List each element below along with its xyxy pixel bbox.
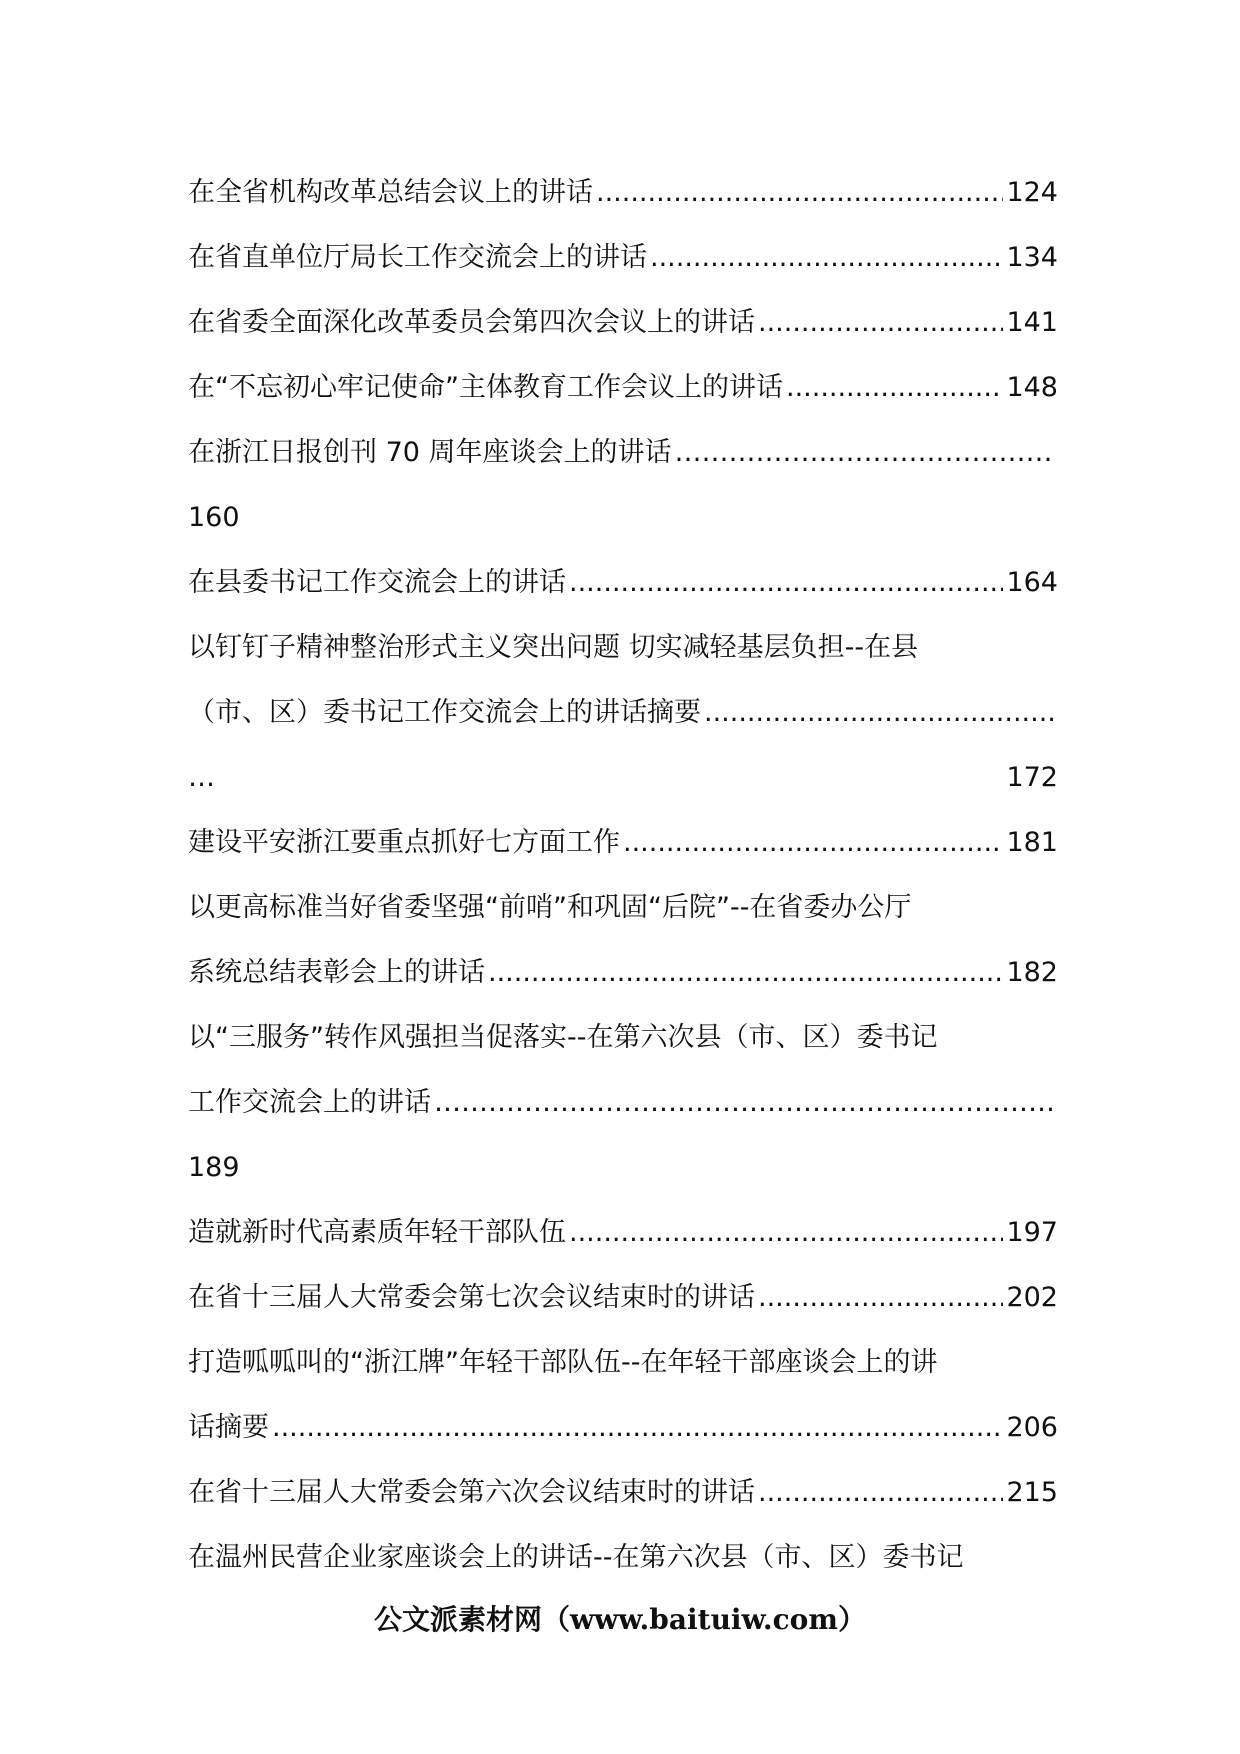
dot-leader (488, 940, 1003, 1005)
toc-entry-title-line1: 在温州民营企业家座谈会上的讲话--在第六次县（市、区）委书记 (188, 1542, 964, 1573)
toc-entry-page-line (188, 485, 1058, 550)
toc-entry-title: 在省十三届人大常委会第六次会议结束时的讲话 (188, 1477, 755, 1508)
toc-entry-page: 202 (1006, 1282, 1058, 1313)
toc-entry-page: 164 (1006, 567, 1058, 598)
toc-entry-title-line1: 以钉钉子精神整治形式主义突出问题 切实减轻基层负担--在县 (188, 632, 919, 663)
dot-leader (786, 355, 1003, 420)
toc-entry[interactable] (188, 1005, 1058, 1070)
dot-leader (704, 680, 1055, 745)
toc-entry-trail: … (188, 762, 215, 793)
dot-leader (758, 290, 1003, 355)
toc-entry-page: 160 (188, 502, 240, 533)
toc-entry-continued[interactable] (188, 1070, 1058, 1135)
toc-entry-title: 在县委书记工作交流会上的讲话 (188, 567, 566, 598)
dot-leader (758, 1265, 1003, 1330)
toc-entry-title-line2: 话摘要 (188, 1412, 269, 1443)
toc-entry-continued[interactable] (188, 1395, 1058, 1460)
toc-entry-page: 182 (1006, 957, 1058, 988)
dot-leader (434, 1070, 1055, 1135)
toc-entry-page: 189 (188, 1152, 240, 1183)
toc-entry-title-line2: （市、区）委书记工作交流会上的讲话摘要 (188, 697, 701, 728)
dot-leader (569, 550, 1003, 615)
toc-entry-title-line2: 系统总结表彰会上的讲话 (188, 957, 485, 988)
toc-entry[interactable] (188, 355, 1058, 420)
toc-entry[interactable] (188, 550, 1058, 615)
toc-entry-title: 在“不忘初心牢记使命”主体教育工作会议上的讲话 (188, 372, 783, 403)
toc-entry-page: 141 (1006, 307, 1058, 338)
toc-entry[interactable] (188, 615, 1058, 680)
toc-entry-title: 在省直单位厅局长工作交流会上的讲话 (188, 242, 647, 273)
toc-entry[interactable] (188, 1525, 1058, 1590)
table-of-contents (188, 160, 1058, 1590)
toc-entry-page-line (188, 745, 1058, 810)
dot-leader (675, 420, 1055, 485)
toc-entry-title: 造就新时代高素质年轻干部队伍 (188, 1217, 566, 1248)
toc-entry-page: 215 (1006, 1477, 1058, 1508)
dot-leader (596, 160, 1003, 225)
toc-entry-page: 134 (1006, 242, 1058, 273)
toc-entry[interactable] (188, 1200, 1058, 1265)
toc-entry-page: 197 (1006, 1217, 1058, 1248)
toc-entry[interactable] (188, 1330, 1058, 1395)
toc-entry-page: 148 (1006, 372, 1058, 403)
toc-entry[interactable] (188, 420, 1058, 485)
dot-leader (569, 1200, 1003, 1265)
toc-entry-title: 在省委全面深化改革委员会第四次会议上的讲话 (188, 307, 755, 338)
toc-entry[interactable] (188, 160, 1058, 225)
toc-entry-page-line (188, 1135, 1058, 1200)
toc-entry[interactable] (188, 225, 1058, 290)
toc-entry-title: 在全省机构改革总结会议上的讲话 (188, 177, 593, 208)
toc-entry-title: 在省十三届人大常委会第七次会议结束时的讲话 (188, 1282, 755, 1313)
footer-watermark: 公文派素材网（www.baituiw.com） (374, 1603, 866, 1636)
dot-leader (650, 225, 1003, 290)
toc-entry-title-line1: 以“三服务”转作风强担当促落实--在第六次县（市、区）委书记 (188, 1022, 938, 1053)
toc-entry[interactable] (188, 290, 1058, 355)
toc-entry-page: 124 (1006, 177, 1058, 208)
toc-entry-title-line1: 打造呱呱叫的“浙江牌”年轻干部队伍--在年轻干部座谈会上的讲 (188, 1347, 938, 1378)
toc-entry-page: 172 (1006, 762, 1058, 793)
toc-entry-continued[interactable] (188, 680, 1058, 745)
toc-entry-title-line2: 工作交流会上的讲话 (188, 1087, 431, 1118)
dot-leader (758, 1460, 1003, 1525)
toc-entry[interactable] (188, 1265, 1058, 1330)
toc-entry-title: 在浙江日报创刊 70 周年座谈会上的讲话 (188, 437, 672, 468)
dot-leader (272, 1395, 1003, 1460)
dot-leader (623, 810, 1003, 875)
toc-entry-page: 181 (1006, 827, 1058, 858)
toc-entry[interactable] (188, 1460, 1058, 1525)
toc-entry[interactable] (188, 810, 1058, 875)
toc-entry[interactable] (188, 875, 1058, 940)
toc-entry-title-line1: 以更高标准当好省委坚强“前哨”和巩固“后院”--在省委办公厅 (188, 892, 912, 923)
toc-entry-title: 建设平安浙江要重点抓好七方面工作 (188, 827, 620, 858)
toc-entry-continued[interactable] (188, 940, 1058, 1005)
toc-entry-page: 206 (1006, 1412, 1058, 1443)
